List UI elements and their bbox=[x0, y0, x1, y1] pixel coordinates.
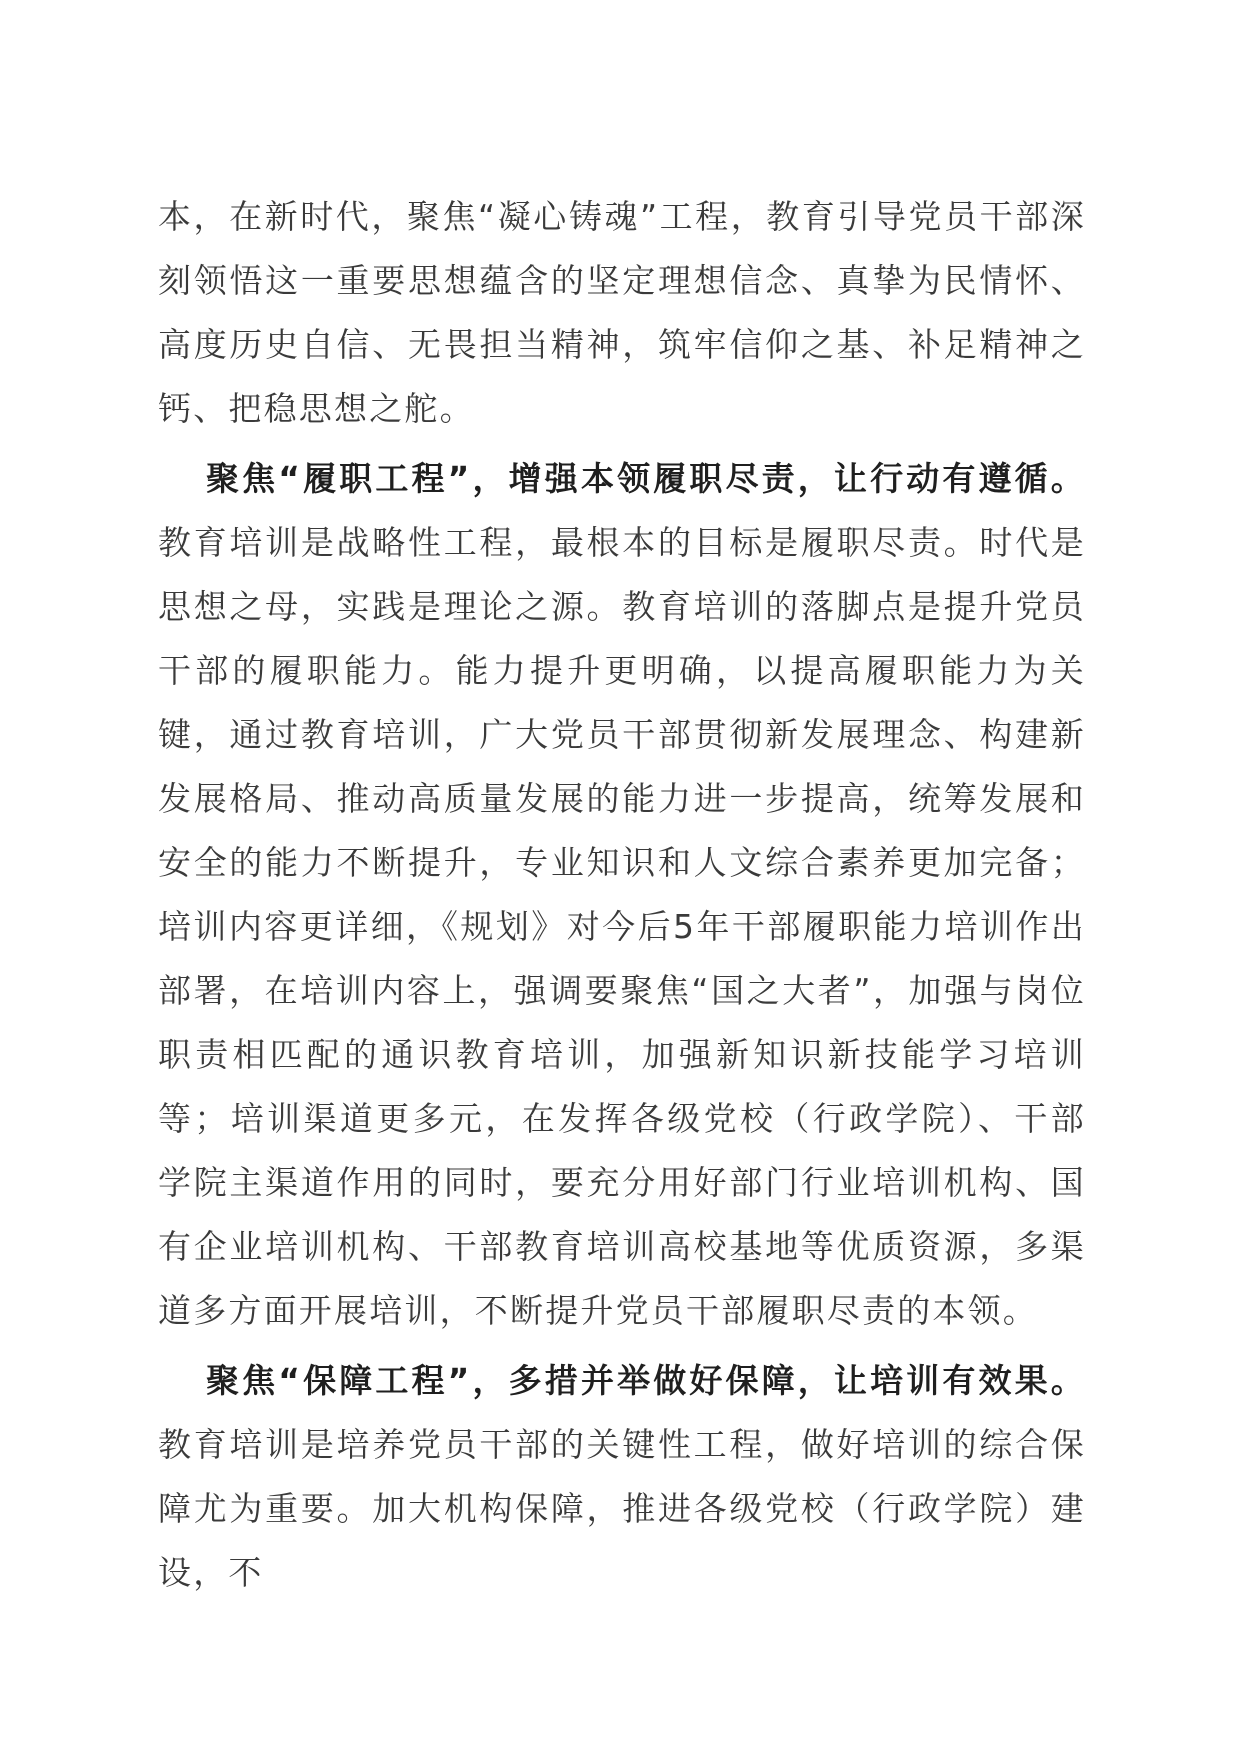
paragraph-text: 教育培训是培养党员干部的关键性工程，做好培训的综合保障尤为重要。加大机构保障，推进各级党校（行政学院）建设，不 bbox=[158, 1425, 1086, 1592]
paragraph-performance-project bbox=[158, 447, 1086, 1343]
paragraph-guarantee-project bbox=[158, 1349, 1086, 1605]
paragraph-continuation bbox=[158, 185, 1086, 441]
document-body bbox=[158, 185, 1086, 1611]
paragraph-heading: 聚焦“履职工程”，增强本领履职尽责，让行动有遵循。 bbox=[206, 459, 1086, 498]
paragraph-text: 本，在新时代，聚焦“凝心铸魂”工程，教育引导党员干部深刻领悟这一重要思想蕴含的坚定理想信念、真挚为民情怀、高度历史自信、无畏担当精神，筑牢信仰之基、补足精神之钙、把稳思想之舵。 bbox=[158, 197, 1086, 428]
paragraph-heading: 聚焦“保障工程”，多措并举做好保障，让培训有效果。 bbox=[206, 1361, 1086, 1400]
paragraph-text: 教育培训是战略性工程，最根本的目标是履职尽责。时代是思想之母，实践是理论之源。教育培训的落脚点是提升党员干部的履职能力。能力提升更明确，以提高履职能力为关键，通过教育培训，广大党员干部贯彻新发展理念、构建新发展格局、推动高质量发展的能力进一步提高，统筹发展和安全的能力不断提升，专业知识和人文综合素养更加完备；培训内容更详细，《规划》对今后5年干部履职能力培训作出部署，在培训内容上，强调要聚焦“国之大者”，加强与岗位职责相匹配的通识教育培训，加强新知识新技能学习培训等；培训渠道更多元，在发挥各级党校（行政学院）、干部学院主渠道作用的同时，要充分用好部门行业培训机构、国有企业培训机构、干部教育培训高校基地等优质资源，多渠道多方面开展培训，不断提升党员干部履职尽责的本领。 bbox=[158, 523, 1086, 1330]
